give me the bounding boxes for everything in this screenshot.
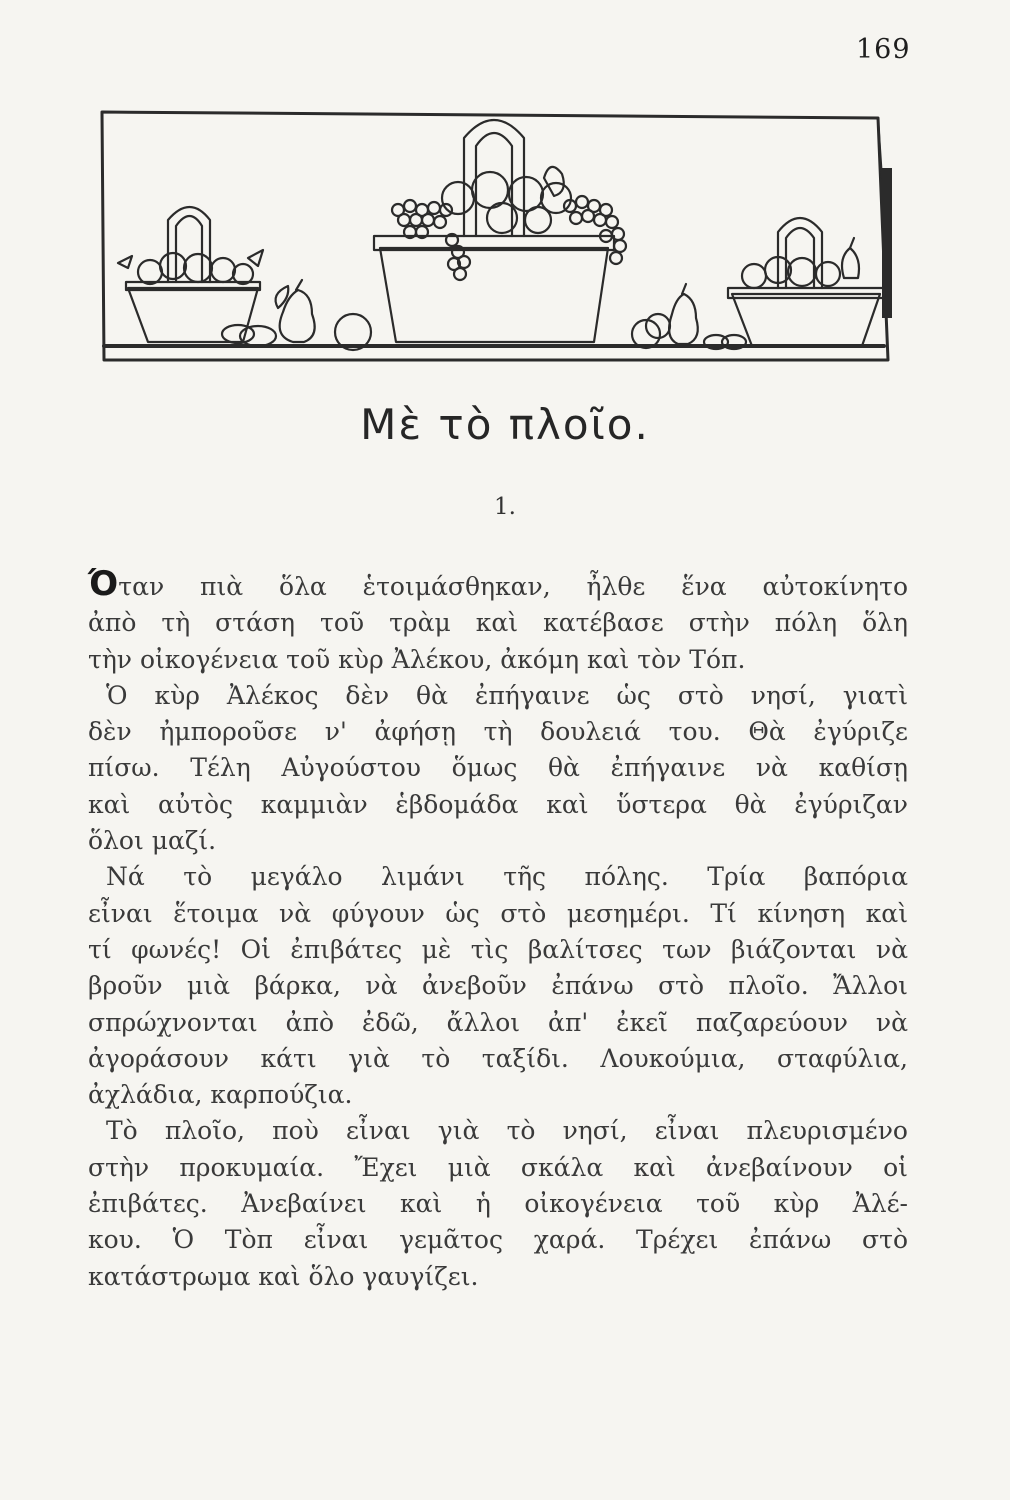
- text-line: [88, 566, 908, 605]
- text-line: τί φωνές! Οἱ ἐπιβάτες μὲ τὶς βαλίτσες των βιάζονται νὰ: [88, 934, 908, 964]
- body-text: [88, 566, 908, 1295]
- text-line: σπρώχνονται ἀπὸ ἐδῶ, ἄλλοι ἀπ' ἐκεῖ παζαρεύουν νὰ: [88, 1007, 908, 1037]
- text-line: Τὸ πλοῖο, ποὺ εἶναι γιὰ τὸ νησί, εἶναι πλευρισμένο: [106, 1116, 908, 1146]
- text-line: εἶναι ἕτοιμα νὰ φύγουν ὡς στὸ μεσημέρι. Τί κίνηση καὶ: [88, 898, 908, 928]
- text-line: βροῦν μιὰ βάρκα, νὰ ἀνεβοῦν ἐπάνω στὸ πλοῖο. Ἄλλοι: [88, 971, 908, 1001]
- text-line: κατάστρωμα καὶ ὅλο γαυγίζει.: [88, 1261, 479, 1291]
- text-line: ἐπιβάτες. Ἀνεβαίνει καὶ ἡ οἰκογένεια τοῦ κὺρ Ἀλέ-: [88, 1189, 908, 1219]
- text-line: στὴν προκυμαία. Ἔχει μιὰ σκάλα καὶ ἀνεβαίνουν οἱ: [88, 1152, 908, 1182]
- chapter-title: Μὲ τὸ πλοῖο.: [360, 400, 650, 449]
- text-line: Ὁ κὺρ Ἀλέκος δὲν θὰ ἐπήγαινε ὡς στὸ νησί, γιατὶ: [106, 680, 908, 710]
- text-line: τὴν οἰκογένεια τοῦ κὺρ Ἀλέκου, ἀκόμη καὶ τὸν Τόπ.: [88, 644, 746, 674]
- text-line: Νά τὸ μεγάλο λιμάνι τῆς πόλης. Τρία βαπόρια: [106, 862, 908, 892]
- text-line: ἀπὸ τὴ στάση τοῦ τρὰμ καὶ κατέβασε στὴν πόλη ὅλη: [88, 608, 908, 638]
- text-line: δὲν ἠμποροῦσε ν' ἀφήσῃ τὴ δουλειά του. Θὰ ἐγύριζε: [88, 717, 908, 747]
- text-line: πίσω. Τέλη Αὐγούστου ὅμως θὰ ἐπήγαινε νὰ καθίσῃ: [88, 753, 908, 783]
- text-line: κου. Ὁ Τὸπ εἶναι γεμᾶτος χαρά. Τρέχει ἐπάνω στὸ: [88, 1225, 908, 1255]
- text-line: καὶ αὐτὸς καμμιὰν ἑβδομάδα καὶ ὕστερα θὰ ἐγύριζαν: [88, 789, 908, 819]
- fruit-baskets-illustration: [98, 98, 898, 370]
- text-line: ἀχλάδια, καρπούζια.: [88, 1080, 353, 1110]
- text-line: ὅλοι μαζί.: [88, 826, 217, 856]
- text-line: ἀγοράσουν κάτι γιὰ τὸ ταξίδι. Λουκούμια, σταφύλια,: [88, 1043, 908, 1073]
- section-number: 1.: [494, 494, 516, 520]
- page-number: 169: [856, 34, 911, 65]
- drop-cap: Ό: [88, 564, 119, 604]
- text-line-rest: ταν πιὰ ὅλα ἑτοιμάσθηκαν, ἦλθε ἕνα αὐτοκίνητο: [118, 572, 908, 601]
